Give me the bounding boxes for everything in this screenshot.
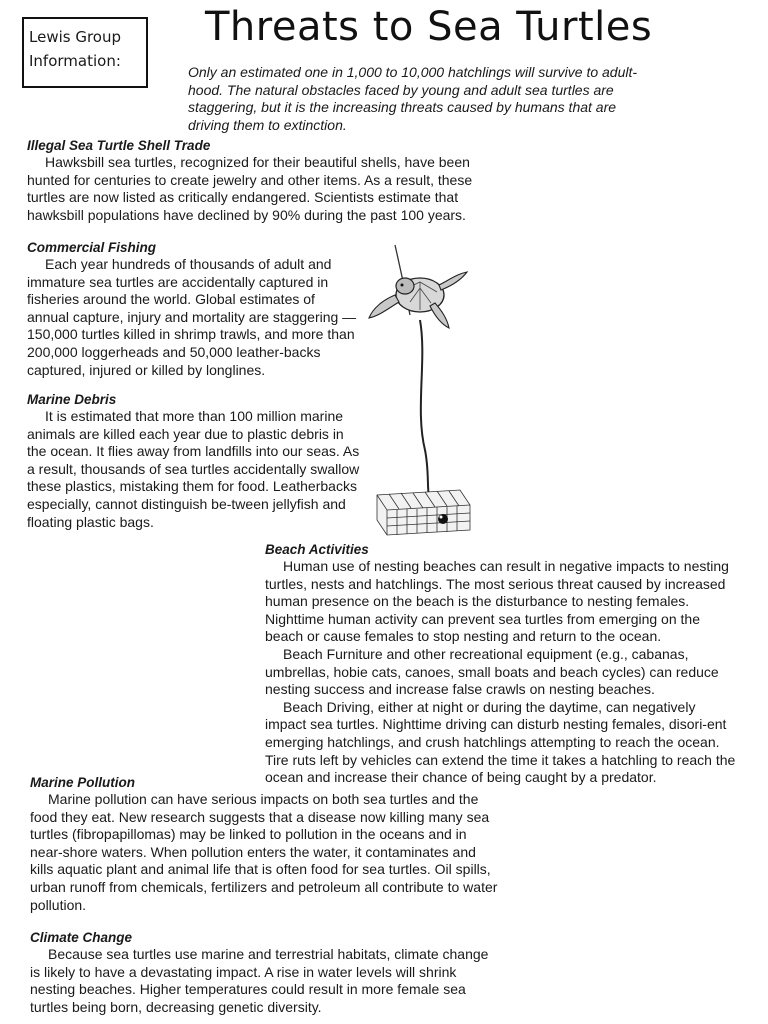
section-heading: Beach Activities bbox=[265, 542, 369, 557]
section-beach-activities bbox=[265, 541, 740, 787]
section-climate-change bbox=[30, 929, 500, 1016]
section-heading: Marine Debris bbox=[27, 392, 117, 407]
section-paragraph: Hawksbill sea turtles, recognized for their beautiful shells, have been hunted for centuries to create jewelry and other items. As a result, these turtles are now listed as critically endangered. Scientists estimate that hawksbill populations have declined by 90% during the past 100 years. bbox=[27, 154, 473, 223]
section-heading: Climate Change bbox=[30, 930, 133, 945]
group-info-line2: Information: bbox=[29, 52, 121, 70]
section-paragraph: Beach Furniture and other recreational equipment (e.g., cabanas, umbrellas, hobie cats, canoes, small boats and beach cycles) can reduce nesting success and increase false crawls on nesting beaches. bbox=[265, 645, 719, 698]
group-info-line1: Lewis Group bbox=[29, 28, 122, 46]
section-marine-debris bbox=[27, 391, 362, 531]
section-heading: Commercial Fishing bbox=[27, 240, 157, 255]
group-info-box bbox=[22, 17, 148, 88]
section-paragraph: Each year hundreds of thousands of adult and immature sea turtles are accidentally captured in fisheries around the world. Global estimates of annual capture, injury and mortality are staggering — 150,000 turtles killed in shrimp trawls, and more than 200,000 loggerheads and 50,000 leather-backs captured, injured or killed by longlines. bbox=[27, 256, 357, 378]
intro-paragraph: Only an estimated one in 1,000 to 10,000 hatchlings will survive to adult-hood. The natural obstacles faced by young and adult sea turtles are staggering, but it is the increasing threats caused by humans that are driving them to extinction. bbox=[188, 64, 638, 133]
turtle-trap-icon bbox=[365, 240, 475, 540]
section-illegal-shell-trade bbox=[27, 137, 497, 224]
section-heading: Illegal Sea Turtle Shell Trade bbox=[27, 138, 211, 153]
section-paragraph: Because sea turtles use marine and terrestrial habitats, climate change is likely to have a devastating impact. A rise in water levels will shrink nesting beaches. Higher temperatures could result in more female sea turtles being born, decreasing genetic diversity. bbox=[30, 946, 489, 1015]
section-paragraph: Beach Driving, either at night or during the daytime, can negatively impact sea turtles. Nighttime driving can disturb nesting females, disori-ent emerging hatchlings, and crush hatchlings attempting to reach the ocean. Tire ruts left by vehicles can extend the time it takes a hatchling to reach the ocean and increase their chance of being caught by a predator. bbox=[265, 698, 736, 786]
section-marine-pollution bbox=[30, 774, 500, 914]
section-paragraph: Human use of nesting beaches can result in negative impacts to nesting turtles, nests and hatchlings. The most serious threat caused by increased human presence on the beach is the disturbance to nesting females. Nighttime human activity can prevent sea turtles from emerging on the beach or cause females to stop nesting and return to the ocean. bbox=[265, 558, 729, 645]
section-paragraph: It is estimated that more than 100 million marine animals are killed each year due to plastic debris in the ocean. It flies away from landfills into our seas. As a result, thousands of sea turtles accidentally swallow these plastics, mistaking them for food. Leatherbacks especially, cannot distinguish be-tween jellyfish and floating plastic bags. bbox=[27, 408, 360, 530]
section-paragraph: Marine pollution can have serious impacts on both sea turtles and the food they eat. New research suggests that a disease now killing many sea turtles (fibropapillomas) may be linked to pollution in the oceans and in near-shore waters. When pollution enters the water, it contaminates and kills aquatic plant and animal life that is often food for sea turtles. Oil spills, urban runoff from chemicals, fertilizers and petroleum all contribute to water pollution. bbox=[30, 791, 498, 913]
page-title: Threats to Sea Turtles bbox=[205, 4, 653, 50]
section-heading: Marine Pollution bbox=[30, 775, 136, 790]
section-commercial-fishing bbox=[27, 239, 359, 379]
